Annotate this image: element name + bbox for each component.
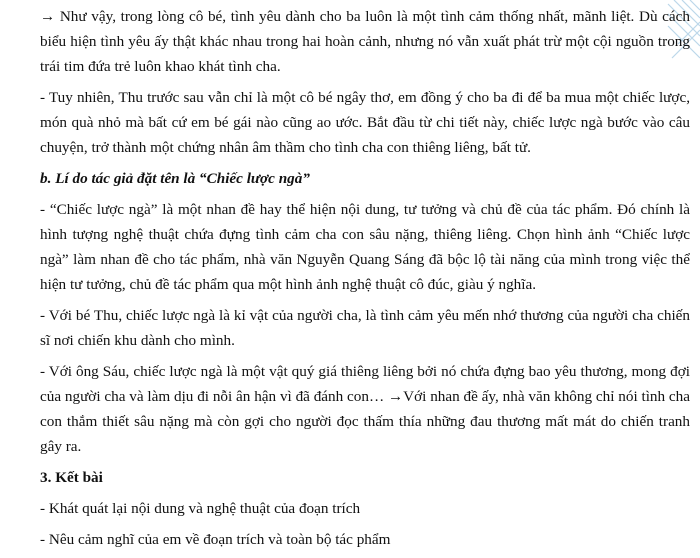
paragraph-title-meaning: - “Chiếc lược ngà” là một nhan đề hay thể hiện nội dung, tư tưởng và chủ đề của tác phẩm. Đó chính là hình tượng nghệ thuật chứa đựng tình cảm cha con sâu nặng, thiêng liêng. Chọn hình ảnh “Chiếc lược ngà” làm nhan đề cho tác phẩm, nhà văn Nguyễn Quang Sáng đã bộc lộ tài năng của mình trong việc thể hiện tư tưởng, chủ đề tác phẩm qua một hình ảnh nghệ thuật cô đúc, giàu ý nghĩa. <box>40 201 690 293</box>
document-body <box>40 4 690 558</box>
heading-conclusion: 3. Kết bài <box>40 469 103 486</box>
paragraph-sau-perspective: - Với ông Sáu, chiếc lược ngà là một vật quý giá thiêng liêng bởi nó chứa đựng bao yêu thương, mong đợi của người cha và làm dịu đi nỗi ân hận vì đã đánh con… →Với nhan đề ấy, nhà văn không chỉ nói tình cha con thắm thiết sâu nặng mà còn gợi cho người đọc thấm thía những đau thương mất mát do chiến tranh gây ra. <box>40 363 690 455</box>
paragraph-thu-perspective: - Với bé Thu, chiếc lược ngà là kỉ vật của người cha, là tình cảm yêu mến nhớ thương của người cha chiến sĩ nơi chiến khu dành cho mình. <box>40 307 690 349</box>
list-item-reflection: - Nêu cảm nghĩ của em về đoạn trích và toàn bộ tác phẩm <box>40 531 391 548</box>
list-item-summary: - Khát quát lại nội dung và nghệ thuật của đoạn trích <box>40 500 361 517</box>
paragraph-ivory-comb-intro: - Tuy nhiên, Thu trước sau vẫn chỉ là một cô bé ngây thơ, em đồng ý cho ba đi để ba mua một chiếc lược, món quà nhỏ mà bất cứ em bé gái nào cũng ao ước. Bắt đầu từ chi tiết này, chiếc lược ngà bước vào câu chuyện, trở thành một chứng nhân âm thầm cho tình cha con thiêng liêng, bất tử. <box>40 89 690 156</box>
heading-title-reason: b. Lí do tác giả đặt tên là “Chiếc lược ngà” <box>40 170 310 187</box>
paragraph-conclusion-love: → Như vậy, trong lòng cô bé, tình yêu dành cho ba luôn là một tình cảm thống nhất, mãnh liệt. Dù cách biểu hiện tình yêu ấy thật khác nhau trong hai hoàn cảnh, nhưng nó vẫn xuất phát trừ một cội nguồn trong trái tim đứa trẻ luôn khao khát tình cha. <box>40 8 690 75</box>
